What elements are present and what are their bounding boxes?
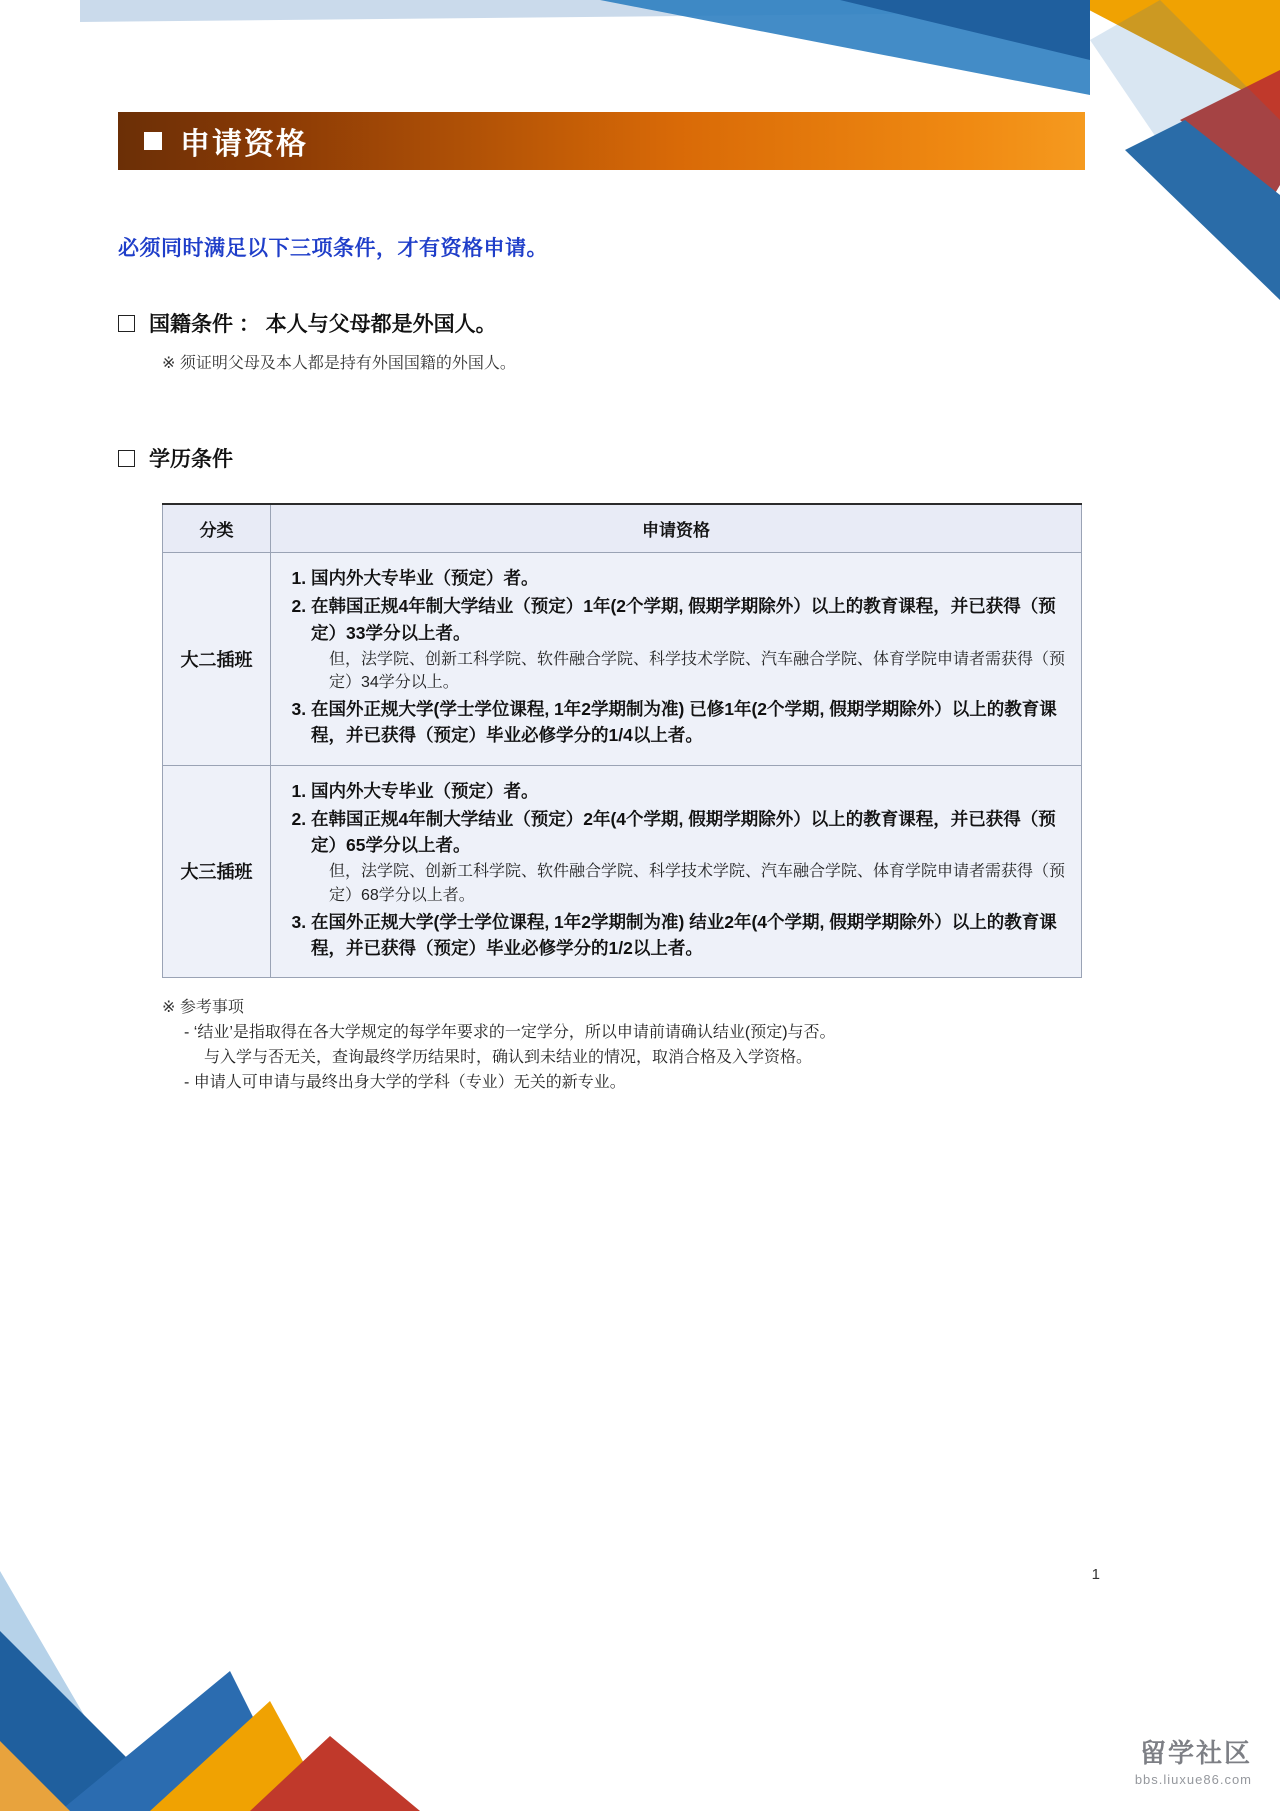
checkbox-icon [118, 450, 135, 467]
spacer [118, 381, 1118, 443]
watermark-main: 留学社区 [1139, 1738, 1252, 1768]
condition-nationality [118, 308, 1118, 373]
list-item [311, 778, 1067, 804]
reference-notes [162, 994, 1118, 1095]
row-qualification [271, 553, 1082, 766]
table-header-category: 分类 [163, 504, 271, 553]
row-category: 大二插班 [163, 553, 271, 766]
qualification-table [162, 503, 1082, 978]
row-qualification [271, 765, 1082, 978]
decoration-top-left [80, 0, 1090, 110]
table-row [163, 765, 1082, 978]
spacer [118, 481, 1118, 503]
decoration-bottom-left [0, 1511, 420, 1811]
row-category: 大三插班 [163, 765, 271, 978]
table-header-row [163, 504, 1082, 553]
condition-nationality-label: 国籍条件 ： 本人与父母都是外国人。 [149, 313, 497, 336]
watermark [1135, 1733, 1252, 1787]
page-content [118, 232, 1118, 1096]
list-item [311, 593, 1067, 694]
page-number: 1 [1091, 1566, 1100, 1583]
list-item [311, 806, 1067, 907]
condition-nationality-header [118, 308, 1118, 338]
page-title: 申请资格 [180, 128, 308, 161]
reference-line: - 申请人可申请与最终出身大学的学科（专业）无关的新专业。 [184, 1073, 626, 1091]
table-row [163, 553, 1082, 766]
list-item [311, 909, 1067, 962]
checkbox-icon [118, 315, 135, 332]
list-item-text: 在国外正规大学(学士学位课程, 1年2学期制为准) 已修1年(2个学期, 假期学期除外）以上的教育课程，并已获得（预定）毕业必修学分的1/4以上者。 [311, 699, 1057, 746]
condition-academic-header [118, 443, 1118, 473]
list-item-text: 在国外正规大学(学士学位课程, 1年2学期制为准) 结业2年(4个学期, 假期学期除外）以上的教育课程，并已获得（预定）毕业必修学分的1/2以上者。 [311, 911, 1057, 958]
condition-academic [118, 443, 1118, 473]
list-item-text: 国内外大专毕业（预定）者。 [311, 568, 539, 588]
table-header-qualification: 申请资格 [271, 504, 1082, 553]
list-item [311, 696, 1067, 749]
watermark-sub: bbs.liuxue86.com [1134, 1772, 1252, 1787]
condition-nationality-note: ※ 须证明父母及本人都是持有外国国籍的外国人。 [162, 355, 516, 372]
reference-line: 与入学与否无关，查询最终学历结果时，确认到未结业的情况，取消合格及入学资格。 [204, 1049, 813, 1067]
page-title-band [118, 112, 1085, 170]
square-bullet-icon [144, 132, 162, 150]
reference-title: ※ 参考事项 [162, 999, 244, 1017]
list-item-text: 在韩国正规4年制大学结业（预定）2年(4个学期, 假期学期除外）以上的教育课程，并已获得（预定）65学分以上者。 [311, 808, 1056, 856]
list-item [311, 565, 1067, 591]
reference-line: - ‘结业’是指取得在各大学规定的每学年要求的一定学分，所以申请前请确认结业(预定)与否。 [184, 1024, 836, 1042]
lead-statement: 必须同时满足以下三项条件，才有资格申请。 [118, 237, 548, 260]
list-item-text: 国内外大专毕业（预定）者。 [311, 780, 539, 801]
condition-academic-label: 学历条件 [149, 448, 233, 471]
list-item-subnote: 但，法学院、创新工科学院、软件融合学院、科学技术学院、汽车融合学院、体育学院申请者需获得（预定）68学分以上者。 [329, 863, 1066, 904]
list-item-text: 在韩国正规4年制大学结业（预定）1年(2个学期, 假期学期除外）以上的教育课程，并已获得（预定）33学分以上者。 [311, 596, 1056, 643]
list-item-subnote: 但，法学院、创新工科学院、软件融合学院、科学技术学院、汽车融合学院、体育学院申请者需获得（预定）34学分以上。 [329, 650, 1066, 691]
